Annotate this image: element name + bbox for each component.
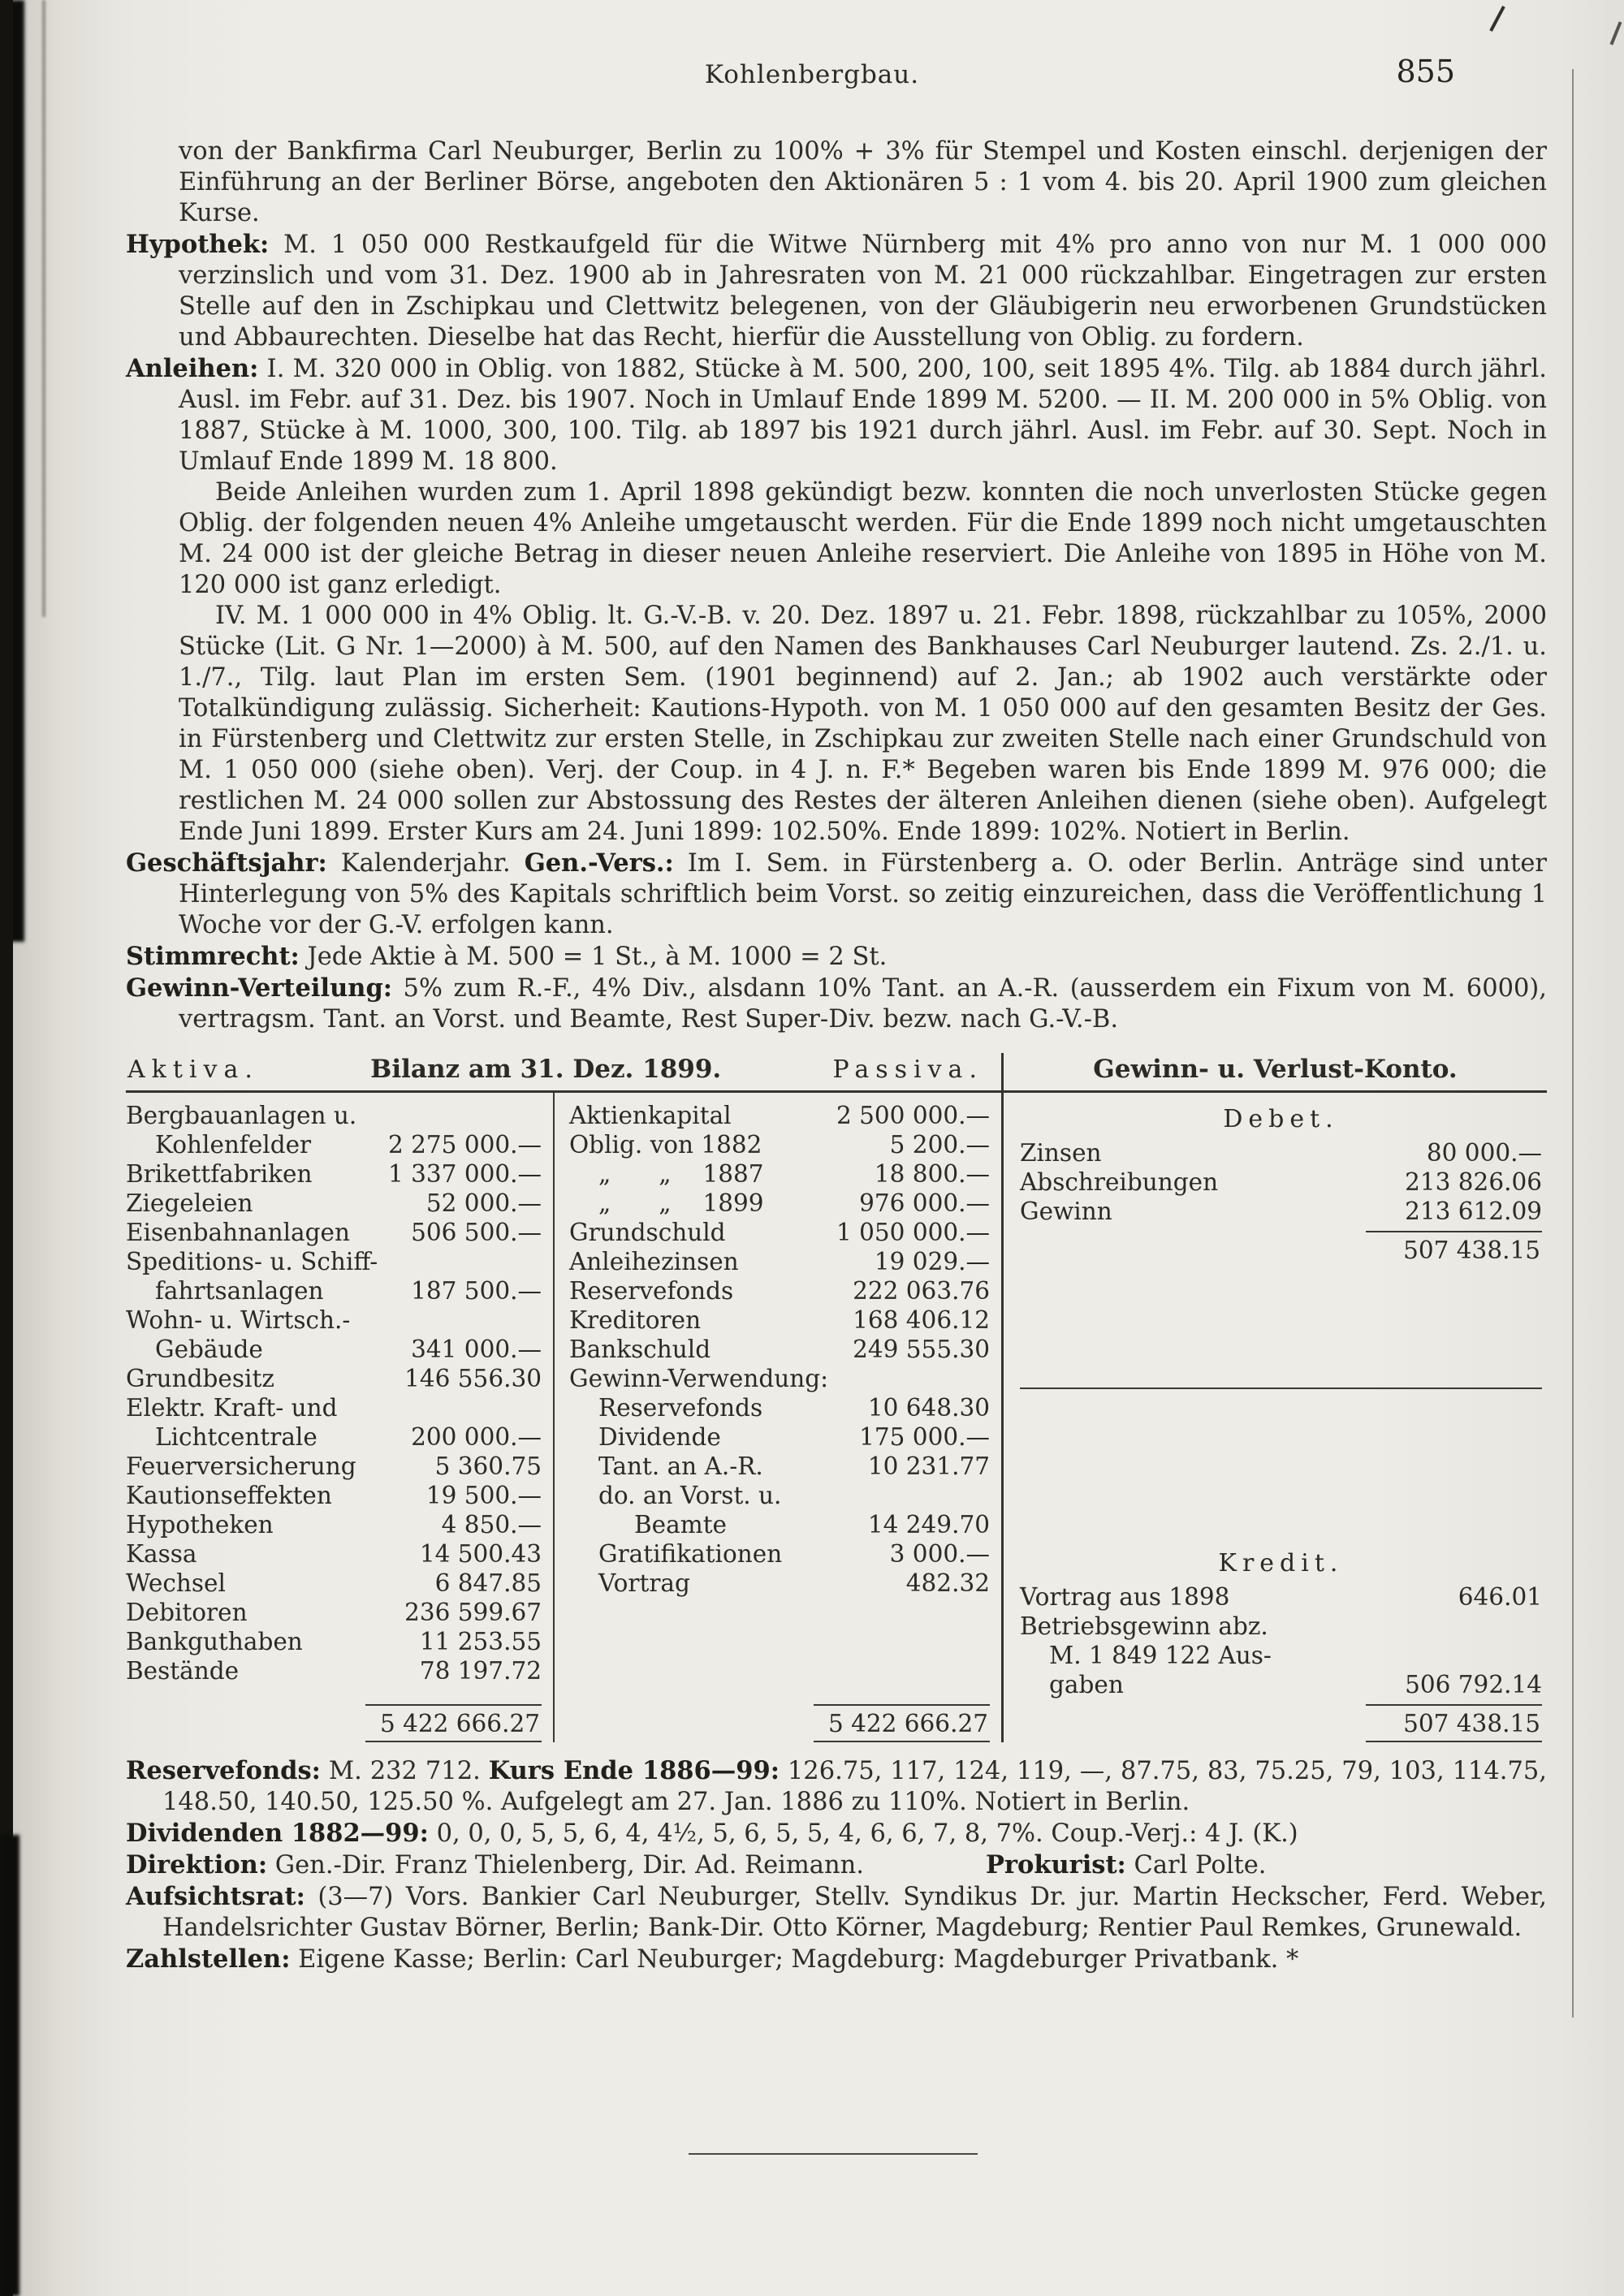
row-label: Wechsel bbox=[126, 1569, 226, 1597]
paragraph: Direktion: Gen.-Dir. Franz Thielenberg, Dir. Ad. Reimann. Prokurist: Carl Polte. bbox=[126, 1850, 1267, 1880]
row-label: Kreditoren bbox=[569, 1306, 702, 1334]
row-amount: 213 612.09 bbox=[1405, 1198, 1542, 1225]
balance-row bbox=[126, 1364, 542, 1393]
paragraph: Zahlstellen: Eigene Kasse; Berlin: Carl Neuburger; Magdeburg: Magdeburger Privatbank. * bbox=[126, 1944, 1299, 1974]
row-amount: 1 337 000.— bbox=[387, 1160, 542, 1188]
row-amount: 6 847.85 bbox=[434, 1569, 542, 1597]
balance-row bbox=[569, 1393, 990, 1422]
row-label: Grundbesitz bbox=[126, 1365, 274, 1392]
row-amount: 11 253.55 bbox=[419, 1628, 542, 1655]
balance-row bbox=[569, 1130, 990, 1159]
row-label: Anleihezinsen bbox=[569, 1248, 739, 1275]
row-label: Hypotheken bbox=[126, 1511, 274, 1539]
balance-row bbox=[569, 1452, 990, 1481]
scan-right-edge-line bbox=[1572, 69, 1574, 2018]
row-amount: 80 000.— bbox=[1426, 1139, 1542, 1167]
aktiva-total: 5 422 666.27 bbox=[365, 1704, 542, 1742]
row-amount: 19 500.— bbox=[425, 1482, 542, 1509]
row-amount: 18 800.— bbox=[874, 1160, 990, 1188]
row-amount: 52 000.— bbox=[425, 1189, 542, 1217]
debet-heading: Debet. bbox=[1223, 1105, 1339, 1133]
balance-row bbox=[126, 1569, 542, 1598]
row-label: Betriebsgewinn abz. bbox=[1020, 1612, 1268, 1640]
row-label: Debitoren bbox=[126, 1599, 248, 1626]
balance-row bbox=[126, 1598, 542, 1627]
balance-row bbox=[569, 1247, 990, 1276]
passiva-total: 5 422 666.27 bbox=[814, 1704, 990, 1742]
balance-row bbox=[126, 1422, 542, 1452]
row-label: Reservefonds bbox=[569, 1277, 734, 1305]
balance-header bbox=[126, 1053, 1547, 1093]
balance-row bbox=[569, 1218, 990, 1247]
passiva-total-row bbox=[569, 1704, 990, 1742]
balance-row bbox=[126, 1656, 542, 1685]
row-label: M. 1 849 122 Aus- bbox=[1049, 1642, 1272, 1669]
row-label: Oblig. von 1882 bbox=[569, 1131, 762, 1159]
guv-heading: Gewinn- u. Verlust-Konto. bbox=[1093, 1055, 1458, 1084]
page-content bbox=[126, 136, 1547, 1975]
row-label: Ziegeleien bbox=[126, 1189, 253, 1217]
balance-row bbox=[126, 1335, 542, 1364]
row-amount: 236 599.67 bbox=[404, 1599, 542, 1626]
paragraph: Reservefonds: M. 232 712. Kurs Ende 1886—99: 126.75, 117, 124, 119, —, 87.75, 83, 75.25, 79, 103, 114.75, 148.50, 140.50, 125.50 %. Aufgelegt am 27. Jan. 1886 zu 110%. Notiert in Berlin. bbox=[126, 1756, 1547, 1816]
row-label: Gewinn bbox=[1020, 1198, 1112, 1225]
debet-rows bbox=[1020, 1138, 1542, 1226]
paragraph: IV. M. 1 000 000 in 4% Oblig. lt. G.-V.-B. v. 20. Dez. 1897 u. 21. Febr. 1898, rückzahlbar zu 105%, 2000 Stücke (Lit. G Nr. 1—2000) à M. 500, auf den Namen des Bankhauses Carl Neuburger lautend. Zs. 2./1. u. 1./7., Tilg. laut Plan im ersten Sem. (1901 beginnend) auf 2. Jan.; ab 1902 auch verstärkte oder Totalkündigung zulässig. Sicherheit: Kautions-Hypoth. von M. 1 050 000 auf den gesamten Besitz der Ges. in Fürstenberg und Clettwitz zur ersten Stelle, in Zschipkau zur zweiten Stelle nach einer Grundschuld von M. 1 050 000 (siehe oben). Verj. der Coup. in 4 J. n. F.* Begeben waren bis Ende 1899 M. 976 000; die restlichen M. 24 000 sollen zur Abstossung des Restes der älteren Anleihen dienen (siehe oben). Aufgelegt Ende Juni 1899. Erster Kurs am 24. Juni 1899: 102.50%. Ende 1899: 102%. Notiert in Berlin. bbox=[179, 602, 1547, 846]
row-label: Beamte bbox=[634, 1511, 728, 1539]
row-label: Aktienkapital bbox=[569, 1102, 732, 1129]
row-amount: 146 556.30 bbox=[404, 1365, 542, 1392]
row-amount: 3 000.— bbox=[889, 1540, 990, 1568]
kredit-heading: Kredit. bbox=[1218, 1549, 1344, 1577]
row-label: Dividende bbox=[598, 1423, 721, 1451]
kredit-rows bbox=[1020, 1582, 1542, 1699]
page-title: Kohlenbergbau. bbox=[704, 60, 920, 89]
row-label: Bestände bbox=[126, 1657, 240, 1685]
keyword-label: Gewinn-Verteilung: bbox=[126, 973, 393, 1003]
row-amount: 19 029.— bbox=[874, 1248, 990, 1275]
row-label: do. an Vorst. u. bbox=[598, 1482, 782, 1509]
scan-corner-mark bbox=[1489, 6, 1505, 32]
balance-row bbox=[569, 1364, 990, 1393]
balance-row bbox=[1020, 1197, 1542, 1226]
debet-total-row bbox=[1020, 1231, 1542, 1267]
balance-row bbox=[126, 1452, 542, 1481]
row-label: Wohn- u. Wirtsch.- bbox=[126, 1306, 351, 1334]
row-label: Grundschuld bbox=[569, 1219, 726, 1246]
paragraph: Geschäftsjahr: Kalenderjahr. Gen.-Vers.: Im I. Sem. in Fürstenberg a. O. oder Berlin. Anträge sind unter Hinterlegung von 5% des Kapitals schriftlich beim Vorst. so zeitig einzureichen, dass die Veröffentlichung 1 Woche vor der G.-V. erfolgen kann. bbox=[126, 848, 1547, 939]
row-label: Eisenbahnanlagen bbox=[126, 1219, 350, 1246]
balance-row bbox=[1020, 1612, 1542, 1641]
balance-row bbox=[1020, 1582, 1542, 1612]
bilanz-header-row bbox=[126, 1053, 1004, 1090]
row-label: fahrtsanlagen bbox=[155, 1277, 324, 1305]
row-label: Tant. an A.-R. bbox=[598, 1452, 763, 1480]
paragraph: Gewinn-Verteilung: 5% zum R.-F., 4% Div., alsdann 10% Tant. an A.-R. (ausserdem ein Fixum von M. 6000), vertragsm. Tant. an Vorst. und Beamte, Rest Super-Div. bezw. nach G.-V.-B. bbox=[126, 973, 1547, 1034]
footer-text bbox=[126, 1755, 1547, 1975]
balance-row bbox=[569, 1276, 990, 1306]
row-amount: 976 000.— bbox=[859, 1189, 990, 1217]
row-amount: 506 500.— bbox=[411, 1219, 542, 1246]
row-label: Gratifikationen bbox=[598, 1540, 783, 1568]
balance-row bbox=[126, 1510, 542, 1539]
row-label: Reservefonds bbox=[598, 1394, 763, 1422]
row-label: Kohlenfelder bbox=[155, 1131, 312, 1159]
row-amount: 1 050 000.— bbox=[836, 1219, 990, 1246]
row-amount: 341 000.— bbox=[411, 1336, 542, 1363]
balance-row bbox=[569, 1422, 990, 1452]
balance-row bbox=[126, 1101, 542, 1130]
keyword-label: Hypothek: bbox=[126, 230, 270, 259]
balance-title: Bilanz am 31. Dez. 1899. bbox=[370, 1055, 722, 1084]
row-amount: 78 197.72 bbox=[419, 1657, 542, 1685]
paragraph: Beide Anleihen wurden zum 1. April 1898 gekündigt bezw. konnten die noch unverlosten Stücke gegen Oblig. der folgenden neuen 4% Anleihe umgetauscht werden. Für die Ende 1899 noch nicht umgetauschten M. 24 000 ist der gleiche Betrag in dieser neuen Anleihe reserviert. Die Anleihe von 1895 in Höhe von M. 120 000 ist ganz erledigt. bbox=[179, 478, 1547, 599]
row-amount: 2 500 000.— bbox=[836, 1102, 990, 1129]
row-label: Abschreibungen bbox=[1020, 1168, 1219, 1196]
balance-row bbox=[1020, 1641, 1542, 1670]
keyword-label: Reservefonds: bbox=[126, 1756, 321, 1785]
row-label: Bankschuld bbox=[569, 1336, 711, 1363]
paragraph: von der Bankfirma Carl Neuburger, Berlin zu 100% + 3% für Stempel und Kosten einschl. derjenigen der Einführung an der Berliner Börse, angeboten den Aktionären 5 : 1 vom 4. bis 20. April 1900 zum gleichen Kurse. bbox=[179, 137, 1547, 227]
row-label: Gebäude bbox=[155, 1336, 263, 1363]
paragraph: Anleihen: I. M. 320 000 in Oblig. von 1882, Stücke à M. 500, 200, 100, seit 1895 4%. Tilg. ab 1884 durch jährl. Ausl. im Febr. auf 31. Dez. bis 1907. Noch in Umlauf Ende 1899 M. 5200. — II. M. 200 000 in 5% Oblig. von 1887, Stücke à M. 1000, 300, 100. Tilg. ab 1897 bis 1921 durch jährl. Ausl. im Febr. auf 30. Sept. Noch in Umlauf Ende 1899 M. 18 800. bbox=[126, 354, 1547, 476]
balance-row bbox=[569, 1159, 990, 1189]
row-amount: 5 360.75 bbox=[434, 1452, 542, 1480]
row-amount: 14 500.43 bbox=[419, 1540, 542, 1568]
balance-row bbox=[1020, 1670, 1542, 1699]
row-amount: 222 063.76 bbox=[853, 1277, 990, 1305]
keyword-label: Dividenden 1882—99: bbox=[126, 1819, 429, 1848]
row-label: „ „ 1899 bbox=[598, 1189, 764, 1217]
keyword-label: Kurs Ende 1886—99: bbox=[488, 1756, 780, 1785]
row-label: Zinsen bbox=[1020, 1139, 1102, 1167]
row-amount: 482.32 bbox=[905, 1569, 990, 1597]
text-gap bbox=[864, 1872, 986, 1873]
row-amount: 249 555.30 bbox=[853, 1336, 990, 1363]
kredit-total-row bbox=[1020, 1704, 1542, 1742]
debet-total: 507 438.15 bbox=[1366, 1231, 1542, 1267]
balance-row bbox=[569, 1539, 990, 1569]
keyword-label: Anleihen: bbox=[126, 354, 259, 383]
balance-row bbox=[1020, 1167, 1542, 1197]
paragraph: Hypothek: M. 1 050 000 Restkaufgeld für die Witwe Nürnberg mit 4% pro anno von nur M. 1 000 000 verzinslich und vom 31. Dez. 1900 ab in Jahresraten von M. 21 000 rückzahlbar. Eingetragen zur ersten Stelle auf den in Zschipkau und Clettwitz belegenen, von der Gläubigerin neu erworbenen Grundstücken und Abbaurechten. Dieselbe hat das Recht, hierfür die Ausstellung von Oblig. zu fordern. bbox=[126, 230, 1547, 352]
paragraph: Dividenden 1882—99: 0, 0, 0, 5, 5, 6, 4, 4½, 5, 6, 5, 5, 4, 6, 6, 7, 8, 7%. Coup.-Verj.: 4 J. (K.) bbox=[126, 1819, 1298, 1848]
keyword-label: Geschäftsjahr: bbox=[126, 848, 327, 878]
balance-row bbox=[569, 1510, 990, 1539]
row-label: Bankguthaben bbox=[126, 1628, 303, 1655]
balance-row bbox=[1020, 1138, 1542, 1167]
row-label: Kassa bbox=[126, 1540, 197, 1568]
column-spacer bbox=[1020, 1389, 1542, 1545]
balance-row bbox=[126, 1276, 542, 1306]
scan-corner-mark bbox=[1610, 21, 1622, 45]
row-amount: 200 000.— bbox=[411, 1423, 542, 1451]
balance-row bbox=[569, 1189, 990, 1218]
passiva-rows bbox=[569, 1101, 990, 1598]
column-spacer bbox=[126, 1685, 542, 1699]
balance-row bbox=[569, 1306, 990, 1335]
row-label: gaben bbox=[1049, 1671, 1124, 1698]
row-amount: 10 648.30 bbox=[867, 1394, 990, 1422]
row-label: Lichtcentrale bbox=[155, 1423, 317, 1451]
balance-row bbox=[126, 1130, 542, 1159]
balance-row bbox=[126, 1189, 542, 1218]
row-label: Vortrag aus 1898 bbox=[1020, 1583, 1230, 1611]
row-label: Speditions- u. Schiff- bbox=[126, 1248, 378, 1275]
balance-row bbox=[569, 1481, 990, 1510]
keyword-label: Stimmrecht: bbox=[126, 942, 300, 971]
keyword-label: Zahlstellen: bbox=[126, 1944, 291, 1974]
row-label: Brikettfabriken bbox=[126, 1160, 313, 1188]
column-spacer bbox=[569, 1598, 990, 1699]
aktiva-column bbox=[126, 1093, 555, 1742]
keyword-label: Gen.-Vers.: bbox=[524, 848, 674, 878]
row-amount: 506 792.14 bbox=[1405, 1671, 1542, 1698]
balance-row bbox=[569, 1569, 990, 1598]
balance-row bbox=[126, 1159, 542, 1189]
keyword-label: Aufsichtsrat: bbox=[126, 1882, 305, 1911]
row-amount: 168 406.12 bbox=[853, 1306, 990, 1334]
row-label: „ „ 1887 bbox=[598, 1160, 764, 1188]
row-label: Feuerversicherung bbox=[126, 1452, 356, 1480]
aktiva-heading: Aktiva. bbox=[127, 1055, 259, 1084]
row-amount: 187 500.— bbox=[411, 1277, 542, 1305]
balance-row bbox=[126, 1306, 542, 1335]
aktiva-total-row bbox=[126, 1704, 542, 1742]
balance-sheet bbox=[126, 1053, 1547, 1742]
page-number: 855 bbox=[1396, 54, 1455, 89]
row-label: Bergbauanlagen u. bbox=[126, 1102, 357, 1129]
row-amount: 213 826.06 bbox=[1405, 1168, 1542, 1196]
row-label: Vortrag bbox=[598, 1569, 690, 1597]
balance-row bbox=[126, 1481, 542, 1510]
passiva-column bbox=[555, 1093, 1004, 1742]
balance-row bbox=[126, 1218, 542, 1247]
balance-row bbox=[126, 1247, 542, 1276]
row-amount: 10 231.77 bbox=[867, 1452, 990, 1480]
keyword-label: Direktion: bbox=[126, 1850, 268, 1880]
row-amount: 4 850.— bbox=[441, 1511, 542, 1539]
balance-row bbox=[126, 1627, 542, 1656]
balance-row bbox=[126, 1539, 542, 1569]
row-label: Elektr. Kraft- und bbox=[126, 1394, 338, 1422]
row-amount: 175 000.— bbox=[859, 1423, 990, 1451]
row-amount: 646.01 bbox=[1458, 1583, 1542, 1611]
paragraph: Stimmrecht: Jede Aktie à M. 500 = 1 St., à M. 1000 = 2 St. bbox=[126, 942, 888, 971]
running-header bbox=[0, 54, 1624, 102]
balance-row bbox=[569, 1335, 990, 1364]
footnote-rule bbox=[689, 2153, 978, 2155]
kredit-total: 507 438.15 bbox=[1366, 1704, 1542, 1742]
row-amount: 14 249.70 bbox=[867, 1511, 990, 1539]
row-label: Gewinn-Verwendung: bbox=[569, 1365, 829, 1392]
scan-left-edge-shadow-bottom bbox=[0, 1835, 19, 2296]
balance-body bbox=[126, 1093, 1547, 1742]
balance-row bbox=[569, 1101, 990, 1130]
row-label: Kautionseffekten bbox=[126, 1482, 332, 1509]
body-text bbox=[126, 136, 1547, 1035]
keyword-label: Prokurist: bbox=[985, 1850, 1126, 1880]
aktiva-rows bbox=[126, 1101, 542, 1685]
balance-row bbox=[126, 1393, 542, 1422]
passiva-heading: Passiva. bbox=[832, 1055, 983, 1084]
guv-column bbox=[1004, 1093, 1547, 1742]
row-amount: 5 200.— bbox=[889, 1131, 990, 1159]
row-amount: 2 275 000.— bbox=[387, 1131, 542, 1159]
paragraph: Aufsichtsrat: (3—7) Vors. Bankier Carl Neuburger, Stellv. Syndikus Dr. jur. Martin Heckscher, Ferd. Weber, Handelsrichter Gustav Börner, Berlin; Bank-Dir. Otto Körner, Magdeburg; Rentier Paul Remkes, Grunewald. bbox=[126, 1882, 1547, 1942]
